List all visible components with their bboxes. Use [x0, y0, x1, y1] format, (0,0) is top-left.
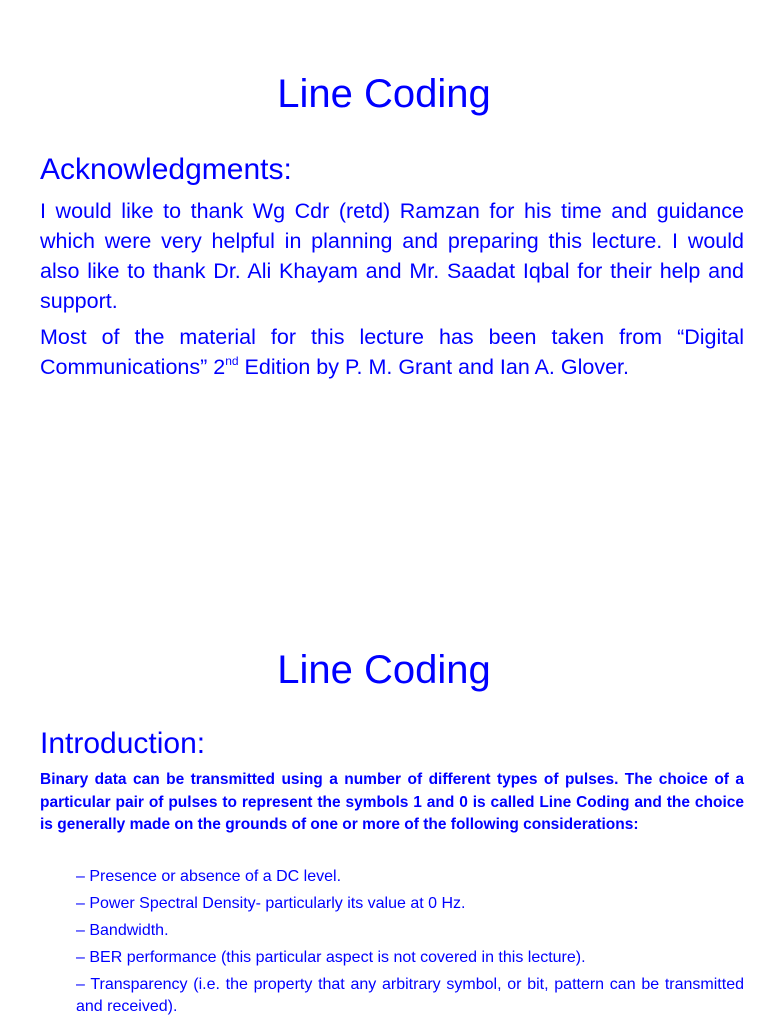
source-paragraph: [40, 322, 744, 382]
source-text-b: Edition by P. M. Grant and Ian A. Glover.: [238, 355, 629, 379]
considerations-list: [76, 866, 744, 1018]
intro-paragraph: Binary data can be transmitted using a number of different types of pulses. The choice of a particular pair of pulses to represent the symbols 1 and 0 is called Line Coding and the choice is generally made on the grounds of one or more of the following considerations:: [40, 771, 744, 833]
list-item: – Transparency (i.e. the property that any arbitrary symbol, or bit, pattern can be transmitted and received).: [76, 976, 744, 1015]
slide-title: Line Coding: [277, 648, 491, 692]
list-item: – Presence or absence of a DC level.: [76, 868, 342, 885]
edition-superscript: nd: [225, 354, 239, 368]
slide-introduction: [0, 512, 768, 1024]
acknowledgment-paragraph: I would like to thank Wg Cdr (retd) Ramzan for his time and guidance which were very helpful in planning and preparing this lecture. I would also like to thank Dr. Ali Khayam and Mr. Saadat Iqbal for their help and support.: [40, 199, 744, 313]
list-item: – Power Spectral Density- particularly its value at 0 Hz.: [76, 895, 466, 912]
slide-title: Line Coding: [277, 72, 491, 116]
source-text-a: Most of the material for this lecture has been taken from “Digital Communications” 2: [40, 325, 744, 379]
list-item: – BER performance (this particular aspect is not covered in this lecture).: [76, 949, 586, 966]
list-item: – Bandwidth.: [76, 922, 169, 939]
acknowledgment-body: [40, 196, 744, 388]
section-heading: Acknowledgments:: [40, 153, 292, 186]
section-heading: Introduction:: [40, 727, 206, 760]
